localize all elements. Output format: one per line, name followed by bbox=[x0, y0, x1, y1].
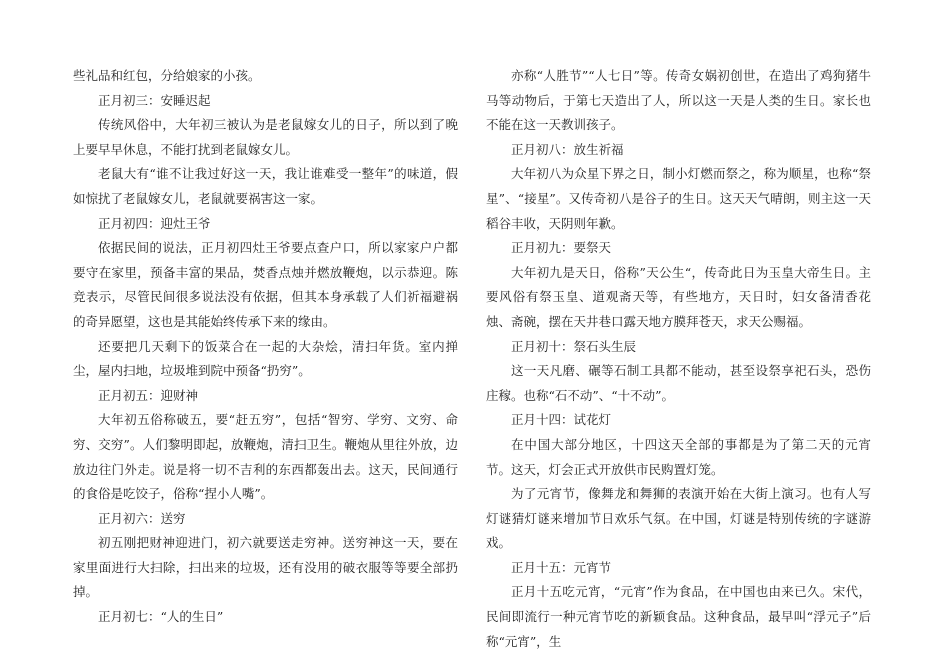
section-heading: 正月初六：送穷 bbox=[98, 510, 186, 526]
section-heading: 正月十四：试花灯 bbox=[511, 412, 612, 428]
section-heading: 正月初五：迎财神 bbox=[98, 387, 199, 403]
section-heading: 正月初九：要祭天 bbox=[511, 240, 612, 256]
section-heading: 正月初十：祭石头生辰 bbox=[511, 338, 637, 354]
paragraph: 亦称“人胜节”“人七日”等。传奇女娲初创世，在造出了鸡狗猪牛马等动物后，于第七天造出了人，所以这一天是人类的生日。家长也不能在这一天教训孩子。 bbox=[486, 68, 871, 133]
paragraph: 正月十五吃元宵，“元宵”作为食品，在中国也由来已久。宋代，民间即流行一种元宵节吃的新颖食品。这种食品，最早叫“浮元子”后称“元宵”，生 bbox=[486, 584, 871, 649]
paragraph: 初五刚把财神迎进门，初六就要送走穷神。送穷神这一天，要在家里面进行大扫除，扫出来的垃圾，还有没用的破衣服等等要全部扔掉。 bbox=[73, 535, 458, 600]
paragraph: 老鼠大有“谁不让我过好这一天，我让谁难受一整年”的味道，假如惊扰了老鼠嫁女儿，老鼠就要祸害这一家。 bbox=[73, 166, 458, 206]
paragraph: 为了元宵节，像舞龙和舞狮的表演开始在大街上演习。也有人写灯谜猜灯谜来增加节日欢乐气氛。在中国，灯谜是特别传统的字谜游戏。 bbox=[486, 486, 871, 551]
paragraph: 些礼品和红包，分给娘家的小孩。 bbox=[73, 68, 261, 83]
paragraph: 依据民间的说法，正月初四灶王爷要点查户口，所以家家户户都要守在家里，预备丰富的果品，焚香点烛并燃放鞭炮，以示恭迎。陈竞表示，尽管民间很多说法没有依据，但其本身承载了人们祈福避祸的奇异愿望，这也是其能始终传承下来的缘由。 bbox=[73, 240, 458, 329]
paragraph: 这一天凡磨、碾等石制工具都不能动，甚至设祭享祀石头，恐伤庄稼。也称“石不动”、“十不动”。 bbox=[486, 363, 871, 403]
paragraph: 大年初八为众星下界之日，制小灯燃而祭之，称为顺星，也称“祭星”、“接星”。又传奇初八是谷子的生日。这天天气晴朗，则主这一天稻谷丰收，天阴则年歉。 bbox=[486, 166, 871, 231]
right-column bbox=[486, 64, 871, 654]
section-heading: 正月初三：安睡迟起 bbox=[98, 92, 211, 108]
left-column bbox=[73, 64, 458, 630]
paragraph: 还要把几天剩下的饭菜合在一起的大杂烩，清扫年货。室内掸尘，屋内扫地，垃圾堆到院中预备“扔穷”。 bbox=[73, 338, 458, 379]
paragraph: 在中国大部分地区，十四这天全部的事都是为了第二天的元宵节。这天，灯会正式开放供市民购置灯笼。 bbox=[486, 436, 871, 477]
section-heading: 正月十五：元宵节 bbox=[511, 559, 612, 575]
section-heading: 正月初七：“人的生日” bbox=[98, 609, 224, 625]
paragraph: 大年初五俗称破五，要“赶五穷”，包括“智穷、学穷、文穷、命穷、交穷”。人们黎明即起，放鞭炮，清扫卫生。鞭炮从里往外放，边放边往门外走。说是将一切不吉利的东西都轰出去。这天，民间通行的食俗是吃饺子，俗称“捏小人嘴”。 bbox=[73, 412, 458, 502]
section-heading: 正月初八：放生祈福 bbox=[511, 141, 624, 157]
paragraph: 大年初九是天日，俗称”天公生“，传奇此日为玉皇大帝生日。主要风俗有祭玉皇、道观斋天等，有些地方，天日时，妇女备清香花烛、斋碗，摆在天井巷口露天地方膜拜苍天，求天公赐福。 bbox=[486, 264, 871, 329]
paragraph: 传统风俗中，大年初三被认为是老鼠嫁女儿的日子，所以到了晚上要早早休息，不能打扰到老鼠嫁女儿。 bbox=[73, 117, 458, 157]
section-heading: 正月初四：迎灶王爷 bbox=[98, 215, 211, 231]
